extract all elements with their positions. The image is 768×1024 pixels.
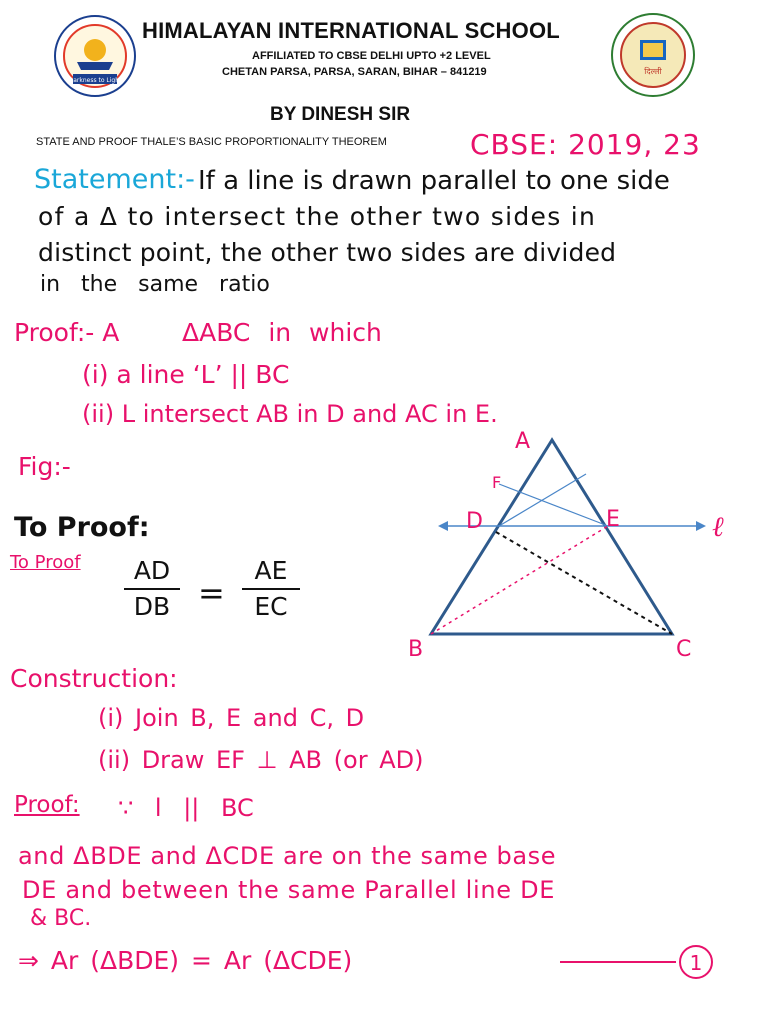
construction-heading: Construction: [10,664,178,693]
label-b: B [408,637,424,662]
label-f: F [492,473,502,492]
topic-title: STATE AND PROOF THALE’S BASIC PROPORTIONALITY THEOREM [36,136,387,148]
proof-line-5: ⇒ Ar (ΔBDE) = Ar (ΔCDE) [18,946,353,975]
label-l: ℓ [712,510,724,543]
statement-line-3: distinct point, the other two sides are divided [38,238,617,267]
given-label: Proof:- A [14,318,120,347]
given-line-3: (ii) L intersect AB in D and AC in E. [82,400,498,428]
cbse-logo [610,12,696,98]
triangle-figure [400,420,768,670]
proof-line-3: DE and between the same Parallel line DE [22,876,556,904]
construction-step-2: (ii) Draw EF ⊥ AB (or AD) [98,746,424,774]
given-line-2: (i) a line ‘L’ || BC [82,360,290,389]
logo-text: दिल्ली [644,67,662,76]
ratio-right-denominator: EC [254,592,288,621]
proof-line-1: ∵ l || BC [118,794,254,822]
equation-number-marker [558,944,718,984]
label-e: E [606,507,620,532]
label-d: D [466,509,483,534]
ratio-left [120,556,184,622]
address-text: CHETAN PARSA, PARSA, SARAN, BIHAR – 841219 [222,66,487,78]
logo-motto: Darkness to Light [68,77,122,84]
proof-line-2: and ΔBDE and ΔCDE are on the same base [18,842,557,870]
segment-be [431,526,608,634]
ratio-left-denominator: DB [133,592,171,621]
affiliation-text: AFFILIATED TO CBSE DELHI UPTO +2 LEVEL [252,50,491,62]
ratio-left-numerator: AD [133,556,171,585]
given-line-1: ΔABC in which [182,318,382,347]
fraction-bar [242,588,300,590]
equation-number: 1 [689,951,703,975]
to-prove-heading: To Proof: [14,512,150,543]
proof-line-4: & BC. [30,906,92,931]
arrow-left [438,521,448,531]
school-name: HIMALAYAN INTERNATIONAL SCHOOL [142,18,560,43]
label-c: C [676,637,692,662]
triangle-abc [431,440,672,634]
statement-line-2: of a Δ to intersect the other two sides in [38,202,597,231]
ratio-right-numerator: AE [254,556,288,585]
fig-label: Fig:- [18,452,71,481]
statement-line-1: If a line is drawn parallel to one side [198,166,670,196]
line-d-ac [499,474,586,526]
school-logo [53,14,137,98]
arrow-right [696,521,706,531]
to-prove-sublabel: To Proof [10,552,81,573]
segment-cd [496,532,672,634]
proof-label: Proof: [14,792,80,818]
statement-label: Statement:- [34,164,195,195]
statement-line-4: in the same ratio [40,272,270,297]
fraction-bar [124,588,180,590]
label-a: A [515,429,531,454]
exam-tag: CBSE: 2019, 23 [470,128,701,161]
equals-sign: = [198,574,225,612]
author-line: BY DINESH SIR [270,104,411,125]
construction-step-1: (i) Join B, E and C, D [98,704,365,732]
ratio-right [238,556,304,622]
